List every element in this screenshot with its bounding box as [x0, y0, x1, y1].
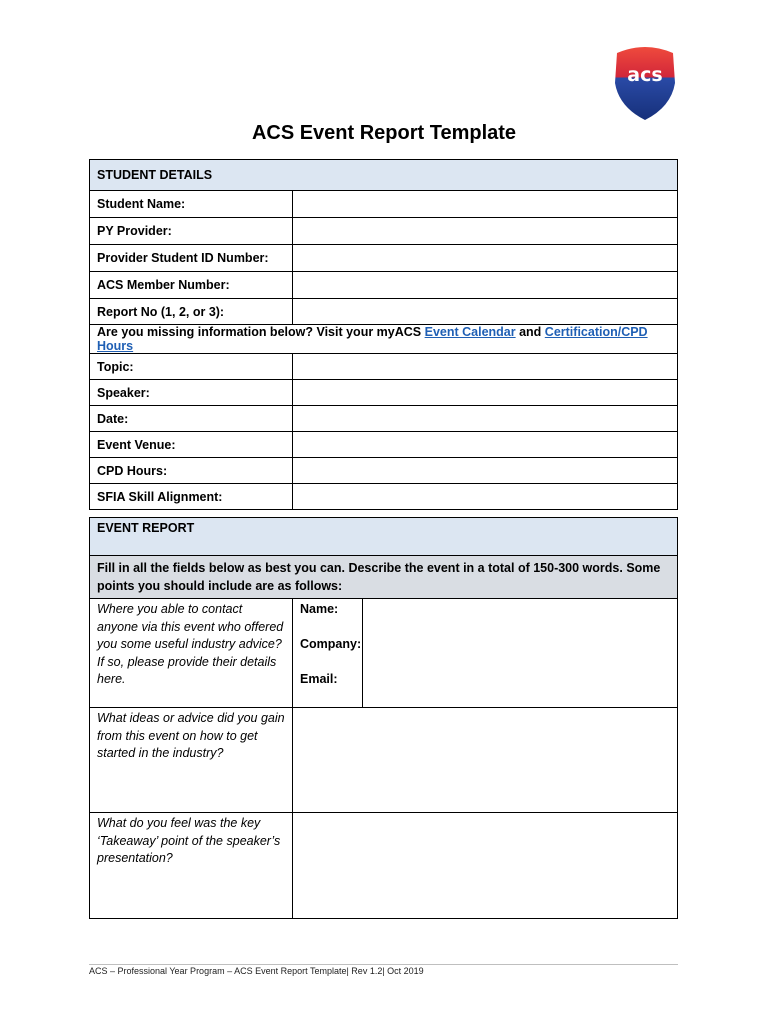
question-takeaway: What do you feel was the key ‘Takeaway’ point of the speaker’s presentation?: [90, 813, 293, 919]
py-provider-field[interactable]: [293, 218, 678, 245]
speaker-field[interactable]: [293, 380, 678, 406]
contact-email-label: Email:: [300, 672, 338, 686]
question-ideas-advice: What ideas or advice did you gain from this event on how to get started in the industry?: [90, 708, 293, 813]
event-calendar-link[interactable]: Event Calendar: [424, 325, 516, 339]
acs-member-number-label: ACS Member Number:: [90, 272, 293, 299]
provider-student-id-label: Provider Student ID Number:: [90, 245, 293, 272]
sfia-skill-alignment-label: SFIA Skill Alignment:: [90, 484, 293, 510]
certification-cpd-hours-link[interactable]: Certification/CPD Hours: [97, 325, 648, 353]
speaker-label: Speaker:: [90, 380, 293, 406]
event-report-table: [89, 517, 678, 919]
question-contact: Where you able to contact anyone via this event who offered you some useful industry advice? If so, please provide their details here.: [90, 599, 293, 708]
student-details-table: [89, 159, 678, 510]
cpd-hours-label: CPD Hours:: [90, 458, 293, 484]
event-venue-field[interactable]: [293, 432, 678, 458]
report-number-field[interactable]: [293, 299, 678, 325]
topic-label: Topic:: [90, 354, 293, 380]
date-field[interactable]: [293, 406, 678, 432]
topic-field[interactable]: [293, 354, 678, 380]
acs-member-number-field[interactable]: [293, 272, 678, 299]
event-report-heading: EVENT REPORT: [90, 518, 678, 556]
footer-divider: [89, 964, 678, 965]
footer-text: ACS – Professional Year Program – ACS Event Report Template| Rev 1.2| Oct 2019: [89, 966, 424, 976]
student-name-label: Student Name:: [90, 191, 293, 218]
acs-logo: [611, 43, 679, 121]
missing-info-row: [90, 325, 678, 354]
provider-student-id-field[interactable]: [293, 245, 678, 272]
sfia-skill-alignment-field[interactable]: [293, 484, 678, 510]
missing-info-prefix: Are you missing information below? Visit your myACS: [97, 325, 425, 339]
page-title: ACS Event Report Template: [251, 122, 517, 144]
svg-text:acs: acs: [627, 64, 663, 86]
report-number-label: Report No (1, 2, or 3):: [90, 299, 293, 325]
contact-name-label: Name:: [300, 602, 339, 616]
contact-details-field[interactable]: [363, 599, 678, 708]
contact-labels: [293, 599, 363, 708]
ideas-advice-field[interactable]: [293, 708, 678, 813]
py-provider-label: PY Provider:: [90, 218, 293, 245]
takeaway-field[interactable]: [293, 813, 678, 919]
cpd-hours-field[interactable]: [293, 458, 678, 484]
event-venue-label: Event Venue:: [90, 432, 293, 458]
missing-info-middle: and: [515, 325, 545, 339]
date-label: Date:: [90, 406, 293, 432]
contact-company-label: Company:: [300, 637, 362, 651]
student-details-heading: STUDENT DETAILS: [90, 160, 678, 191]
student-name-field[interactable]: [293, 191, 678, 218]
event-report-instructions: Fill in all the fields below as best you can. Describe the event in a total of 150-300 words. Some points you should include are as follows:: [90, 556, 678, 599]
